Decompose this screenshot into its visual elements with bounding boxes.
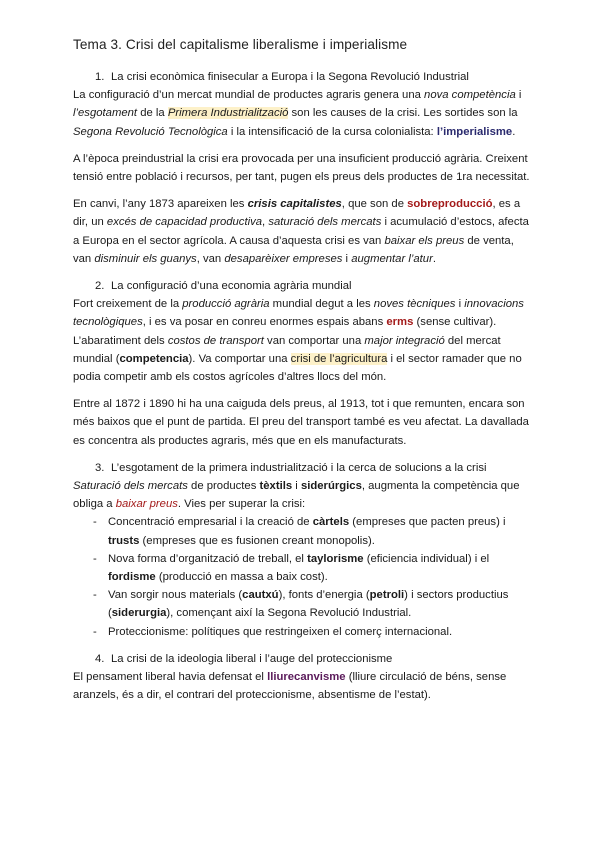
- paragraph: Fort creixement de la producció agrària mundial degut a les noves tècniques i innovacions tecnològiques, i es va posar en conreu enormes espais abans erms (sense cultivar). L’abaratiment dels costos de transport van comportar una major integració del mercat mundial (competencia). Va comportar una crisi de l’agricultura i el sector ramader que no podia competir amb els costos agrícoles d’altres llocs del món.: [73, 298, 524, 384]
- paragraph: Saturació dels mercats de productes tèxtils i siderúrgics, augmenta la competència que obliga a baixar preus. Vies per superar la crisi:: [73, 480, 520, 511]
- paragraph: En canvi, l’any 1873 apareixen les crisis capitalistes, que son de sobreproducció, es a dir, un excés de capacidad productiva, saturació dels mercats i acumulació d’estocs, afecta a Europa en el sector agrícola. A causa d’aquesta crisi es van baixar els preus de venta, van disminuir els guanys, van desaparèixer empreses i augmentar l’atur.: [73, 198, 529, 265]
- section-4-heading: [73, 650, 530, 668]
- section-heading-text: La configuració d’una economia agrària mundial: [111, 280, 352, 293]
- paragraph: Entre al 1872 i 1890 hi ha una caiguda dels preus, al 1913, tot i que remunten, encara son més baixos que el punt de partida. El preu del transport també es veu afectat. La davallada es concentra als productes agraris, més que en els manufacturats.: [73, 398, 529, 447]
- section-heading-text: La crisi econòmica finisecular a Europa i la Segona Revolució Industrial: [111, 71, 469, 83]
- list-item: - Nova forma d’organització de treball, el taylorisme (eficiencia individual) i el fordisme (producció en massa a baix cost).: [93, 552, 490, 584]
- paragraph: La configuració d’un mercat mundial de productes agraris genera una nova competència i l’esgotament de la Primera Industrialització son les causes de la crisi. Les sortides son la Segona Revolució Tecnològica i la intensificació de la cursa colonialista: l’imperialisme.: [73, 89, 522, 138]
- paragraph: El pensament liberal havia defensat el lliurecanvisme (lliure circulació de béns, sense aranzels, és a dir, el contrari del proteccionisme, absentisme de l’estat).: [73, 671, 507, 702]
- paragraph: A l’època preindustrial la crisi era provocada per una insuficient producció agrària. Creixent tensió entre població i recursos, per tant, pugen els preus dels productes de 1ra necessitat.: [73, 152, 530, 184]
- section-1-heading: [73, 68, 530, 86]
- section-number: 1.: [95, 71, 105, 83]
- section-heading-text: L’esgotament de la primera industrialització i la cerca de solucions a la crisi: [111, 461, 487, 474]
- list-item: - Concentració empresarial i la creació de càrtels (empreses que pacten preus) i trusts (empreses que es fusionen creant monopolis).: [93, 516, 506, 547]
- section-number: 4.: [95, 652, 105, 665]
- section-3-heading: [73, 459, 530, 477]
- page-title: Tema 3. Crisi del capitalisme liberalisme i imperialisme: [73, 37, 408, 52]
- section-number: 2.: [95, 280, 105, 293]
- section-number: 3.: [95, 461, 105, 474]
- list-item: - Van sorgir nous materials (cautxú), fonts d’energia (petroli) i sectors productius (siderurgia), començant així la Segona Revolució Industrial.: [93, 589, 509, 620]
- list-item: - Proteccionisme: polítiques que restringeixen el comerç internacional.: [93, 625, 453, 638]
- section-2-heading: [73, 277, 530, 295]
- section-heading-text: La crisi de la ideologia liberal i l’auge del proteccionisme: [111, 652, 393, 665]
